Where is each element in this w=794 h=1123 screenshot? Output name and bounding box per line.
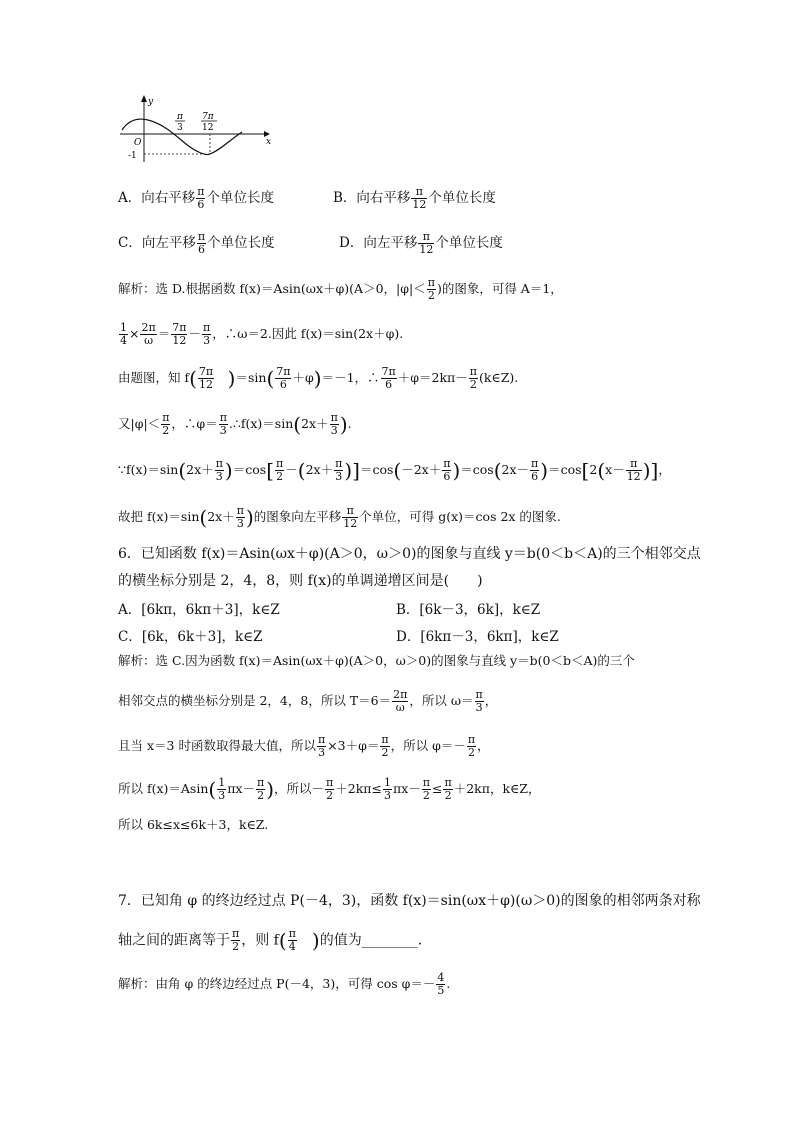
q5-option-d: D．向左平移 $\frac{\pi}{12}$ 个单位长度 (339, 230, 503, 256)
q6-option-d: D．[6kπ－3，6kπ]，k∈Z (396, 629, 559, 645)
q5-option-c: C．向左平移 $\frac{\pi}{6}$ 个单位长度 (118, 230, 275, 256)
y-axis-arrow (141, 95, 147, 102)
q6-option-b: B．[6k－3，6k]，k∈Z (396, 602, 541, 618)
q6-solution-line-1: 解析：选 C.因为函数 f(x)＝Asin(ωx＋φ)(A＞0，ω＞0)的图象与直线 y＝b(0＜b＜A)的三个 (118, 653, 635, 668)
q5-solution-line-4: 又|φ|＜ $\frac{\pi}{2}$ ，∴φ＝ $\frac{\pi}{3}$ .∴f(x)＝sin(2x＋ $\frac{\pi}{3}$ ). (118, 411, 352, 437)
q6-solution-line-2: 相邻交点的横坐标分别是 2，4，8，所以 T＝6＝ $\frac{2\pi}{\omega}$ ，所以 ω＝ $\frac{\pi}{3}$ ， (118, 688, 498, 714)
q5-solution-line-5: ∵f(x)＝sin(2x＋ $\frac{\pi}{3}$ )＝cos[ $\frac{\pi}{2}$ －(2x＋ $\frac{\pi}{3}$ )]＝cos(－2x＋ $\frac{\pi}{6}$ )＝cos(2x－ $\frac{\pi}{6}$ )＝cos[2(x－ $\frac{\pi}{12}$ )]， (118, 457, 671, 483)
q7-solution-line-1: 解析：由角 φ 的终边经过点 P(－4，3)，可得 cos φ＝－ $\frac{4}{5}$ . (118, 971, 451, 997)
q6-solution-line-4: 所以 f(x)＝Asin( $\frac{1}{3}$ πx－ $\frac{\pi}{2}$ )，所以－ $\frac{\pi}{2}$ ＋2kπ≤ $\frac{1}{3}$ πx－ $\frac{\pi}{2}$ ≤ $\frac{\pi}{2}$ ＋2kπ，k∈Z， (118, 776, 541, 802)
q7-stem-line-1: 7．已知角 φ 的终边经过点 P(－4，3)，函数 f(x)＝sin(ωx＋φ)(ω＞0)的图象的相邻两条对称 (118, 893, 701, 909)
q5-solution-line-1: 解析：选 D.根据函数 f(x)＝Asin(ωx＋φ)(A＞0，|φ|＜ $\frac{\pi}{2}$ )的图象，可得 A＝1， (118, 276, 563, 302)
q5-option-a: A．向右平移 $\frac{\pi}{6}$ 个单位长度 (118, 185, 274, 211)
q6-option-c: C．[6k，6k＋3]，k∈Z (118, 629, 263, 645)
y-axis-label: y (148, 97, 154, 107)
minus-one-label: -1 (128, 151, 137, 161)
x-axis-label: x (266, 137, 272, 147)
q5-solution-line-2: $\frac{1}{4}$ × $\frac{2\pi}{\omega}$ ＝ $\frac{7\pi}{12}$ － $\frac{\pi}{3}$ ，∴ω＝2.因此 f(x)＝sin(2x＋φ). (120, 321, 404, 347)
q7-stem-line-2: 轴之间的距离等于 $\frac{\pi}{2}$ ，则 f( $\frac{\pi}{4}$ )的值为________. (118, 927, 423, 953)
tick2-den: 12 (202, 123, 214, 133)
q5-solution-line-3: 由题图，知 f( $\frac{7\pi}{12}$ )＝sin( $\frac{7\pi}{6}$ ＋φ)＝－1，∴ $\frac{7\pi}{6}$ ＋φ＝2kπ－ $\frac{\pi}{2}$ (k∈Z). (118, 365, 519, 391)
q6-solution-line-5: 所以 6k≤x≤6k＋3，k∈Z. (118, 817, 269, 832)
q6-option-a: A．[6kπ，6kπ＋3]，k∈Z (118, 602, 280, 618)
origin-label: O (134, 138, 142, 148)
tick1-num: π (177, 112, 183, 122)
q5-option-b: B．向右平移 $\frac{\pi}{12}$ 个单位长度 (333, 185, 496, 211)
sine-graph (116, 92, 276, 164)
q6-stem-line-2: 的横坐标分别是 2，4，8，则 f(x)的单调递增区间是( ) (118, 573, 483, 589)
q6-stem-line-1: 6．已知函数 f(x)＝Asin(ωx＋φ)(A＞0，ω＞0)的图象与直线 y＝b(0＜b＜A)的三个相邻交点 (118, 546, 701, 562)
tick2-num: 7π (202, 112, 214, 122)
q6-solution-line-3: 且当 x＝3 时函数取得最大值，所以 $\frac{\pi}{3}$ ×3＋φ＝ $\frac{\pi}{2}$ ，所以 φ＝－ $\frac{\pi}{2}$ ， (118, 733, 490, 759)
q5-solution-line-6: 故把 f(x)＝sin(2x＋ $\frac{\pi}{3}$ )的图象向左平移 $\frac{\pi}{12}$ 个单位，可得 g(x)＝cos 2x 的图象. (118, 504, 561, 530)
tick1-den: 3 (177, 123, 183, 133)
